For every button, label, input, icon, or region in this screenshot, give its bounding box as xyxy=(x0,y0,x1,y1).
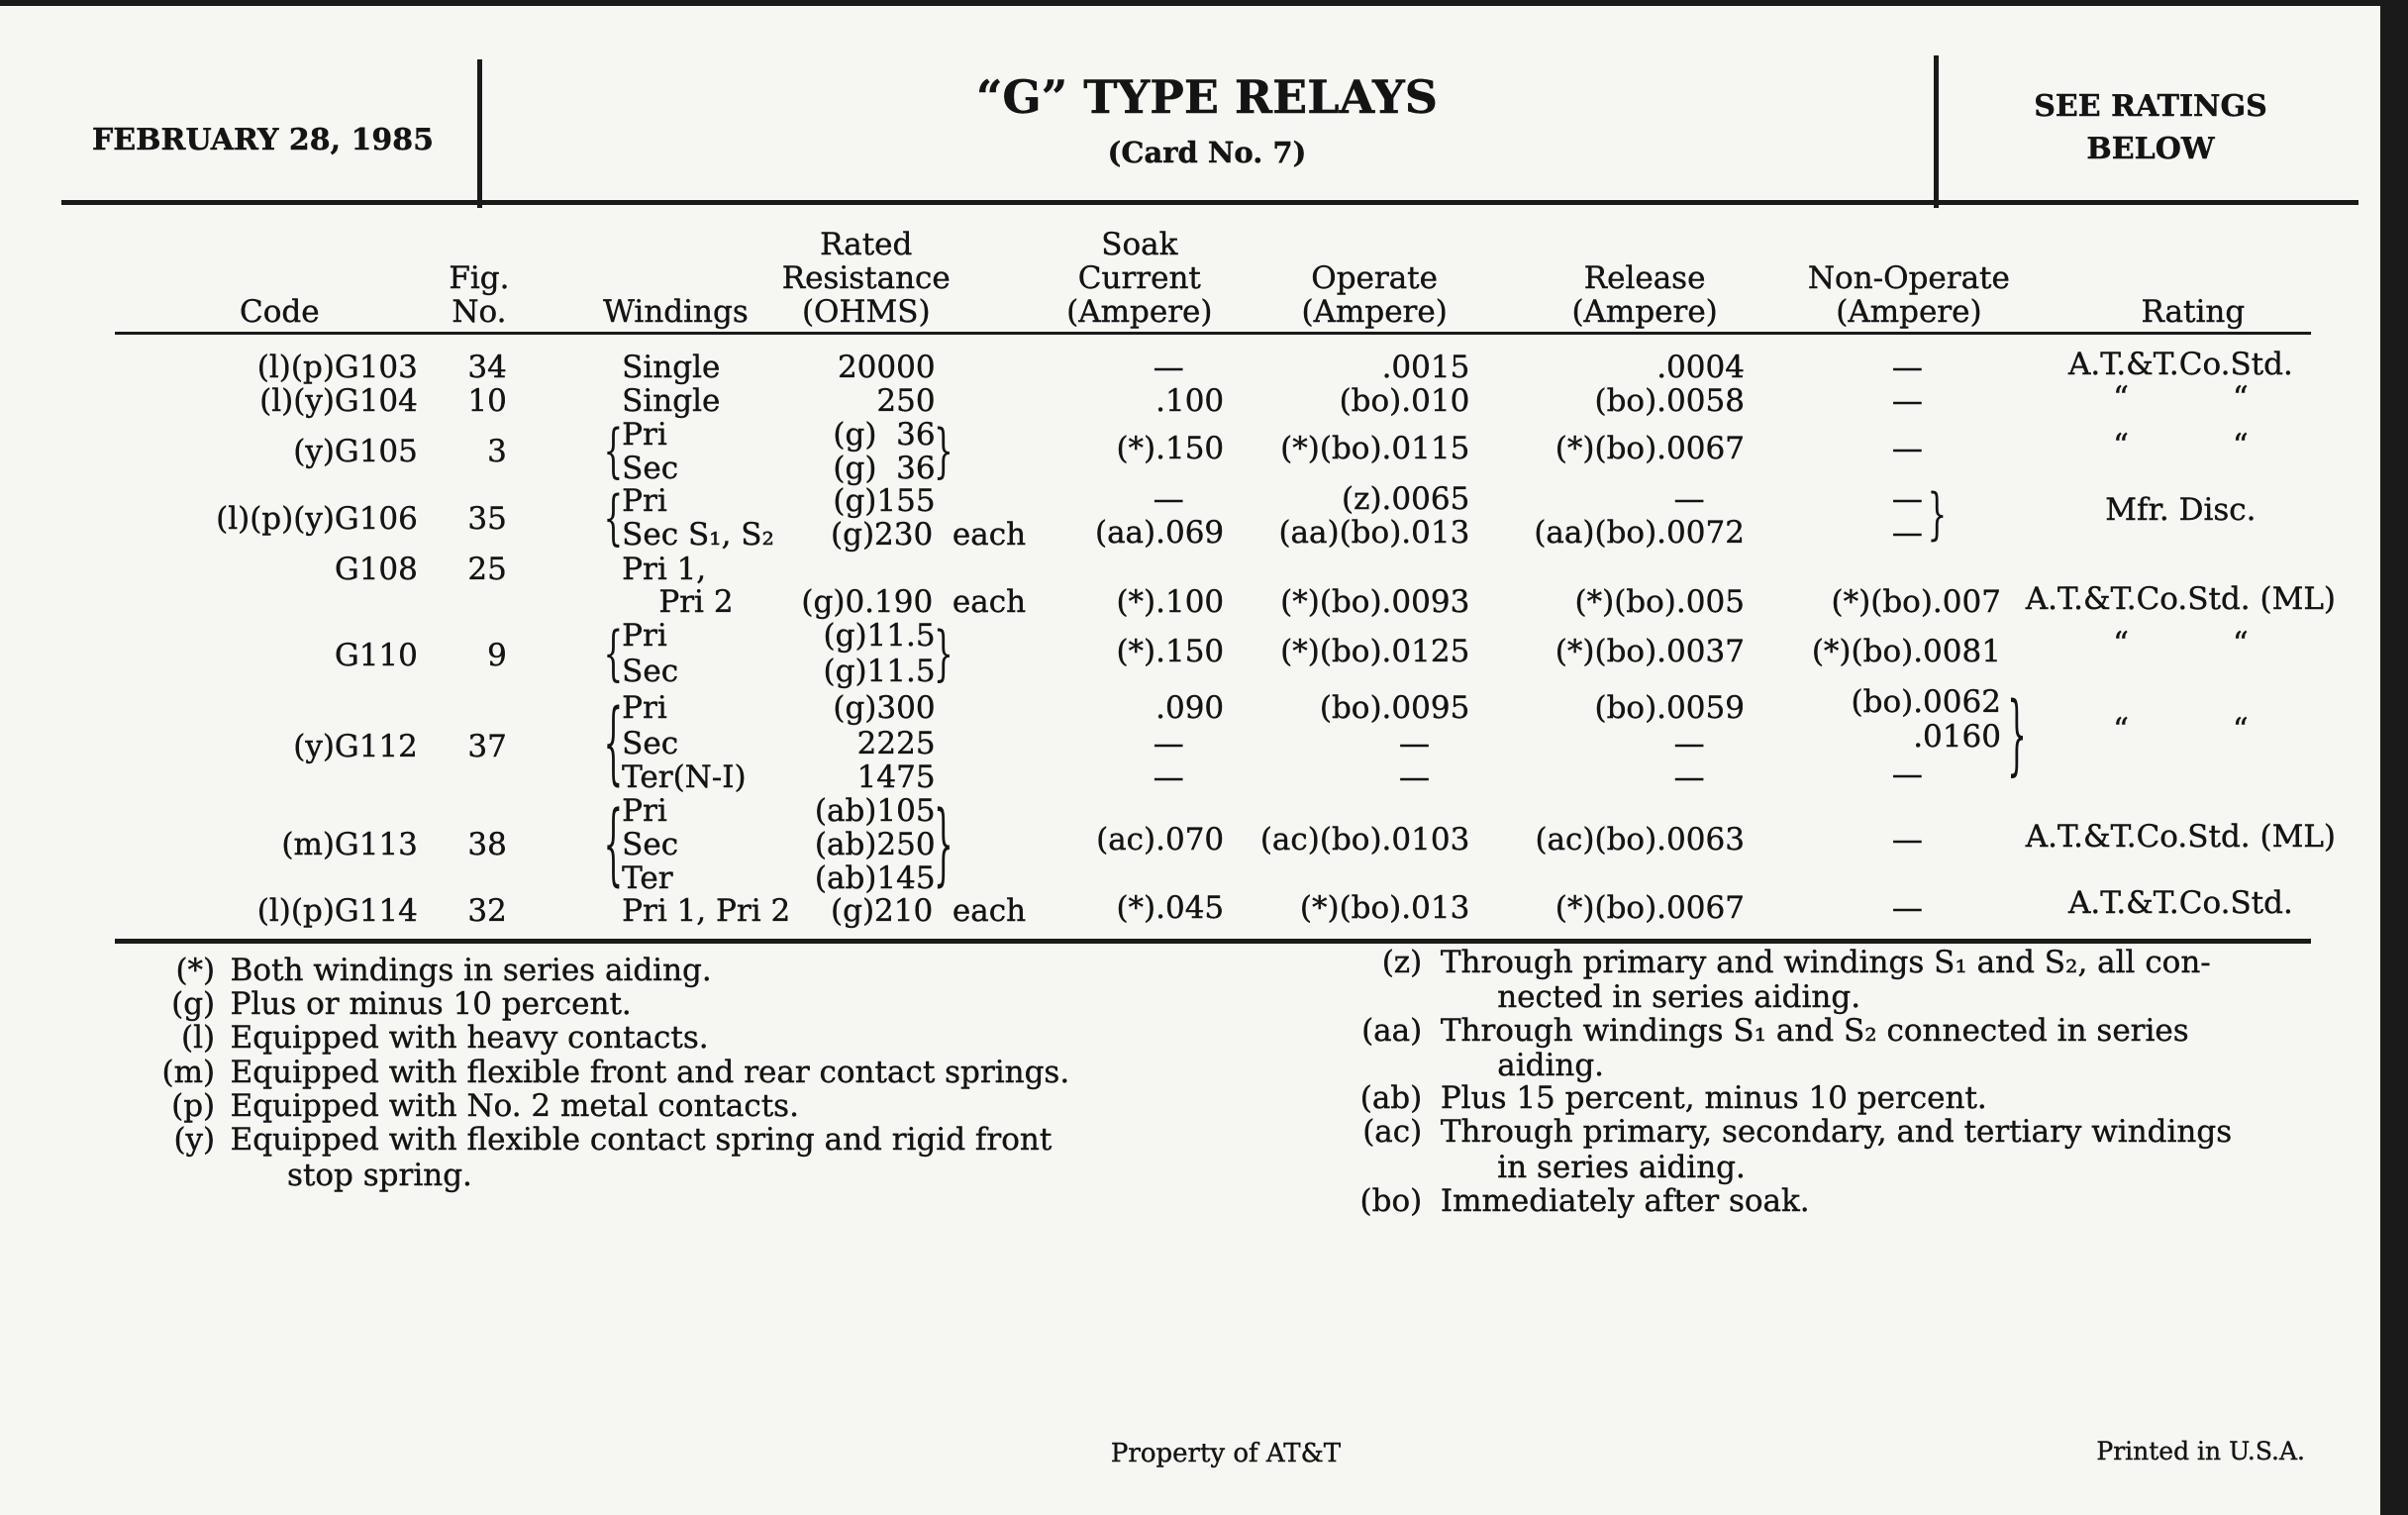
header-rule xyxy=(61,200,2358,205)
winding: Sec xyxy=(622,725,679,761)
operate-value: (*)(bo).0093 xyxy=(1280,583,1470,620)
left-brace-icon xyxy=(604,625,624,684)
operate-value: (bo).010 xyxy=(1339,382,1470,419)
winding: Sec S₁, S₂ xyxy=(622,516,774,553)
relay-code: (m)G113 xyxy=(281,827,418,863)
soak-value: — xyxy=(1153,481,1184,518)
release-value: .0004 xyxy=(1656,349,1745,385)
relay-code: (y)G105 xyxy=(293,433,418,469)
rated-resistance: (g)0.190 each xyxy=(801,583,1027,620)
footnote-mark: (ac) xyxy=(1362,1114,1423,1151)
operate-value: (bo).0095 xyxy=(1319,690,1470,726)
winding: Ter xyxy=(622,860,673,897)
operate-value: .0015 xyxy=(1381,349,1470,385)
relay-code: (l)(p)G103 xyxy=(256,349,418,385)
column-header-operate: Operate (Ampere) xyxy=(1301,260,1448,331)
rated-resistance: (ab)250 xyxy=(814,827,936,863)
left-brace-icon xyxy=(604,700,624,790)
winding: Ter(N-I) xyxy=(622,758,747,795)
card-date: FEBRUARY 28, 1985 xyxy=(92,123,434,157)
footnote-mark: (aa) xyxy=(1361,1012,1423,1049)
footnote-text: nected in series aiding. xyxy=(1497,978,1861,1015)
release-value: (bo).0058 xyxy=(1594,382,1745,419)
release-value: (aa)(bo).0072 xyxy=(1534,515,1745,552)
non-operate-value: — xyxy=(1891,382,1923,419)
footnote-text: Plus 15 percent, minus 10 percent. xyxy=(1440,1079,1987,1116)
fig-number: 37 xyxy=(467,728,507,764)
fig-number: 25 xyxy=(467,552,507,588)
header-divider xyxy=(1934,55,1939,208)
fig-number: 3 xyxy=(487,433,507,469)
non-operate-value: — xyxy=(1891,889,1923,926)
release-value: (ac)(bo).0063 xyxy=(1535,822,1745,858)
non-operate-value: (*)(bo).0081 xyxy=(1811,633,2001,669)
table-bottom-rule xyxy=(115,939,2311,944)
operate-value: (ac)(bo).0103 xyxy=(1259,822,1470,858)
footnote-mark: (y) xyxy=(173,1121,216,1158)
page-title: “G” TYPE RELAYS xyxy=(975,70,1439,124)
relay-code: (l)(p)G114 xyxy=(256,892,418,929)
soak-value: .090 xyxy=(1155,690,1225,726)
column-header-windings: Windings xyxy=(603,294,749,331)
footnote-mark: (z) xyxy=(1381,945,1423,981)
left-brace-icon xyxy=(604,490,624,550)
column-header-rating: Rating xyxy=(2141,294,2246,331)
footnote-text: in series aiding. xyxy=(1497,1149,1746,1185)
release-value: (*)(bo).0067 xyxy=(1555,889,1745,926)
non-operate-value: — xyxy=(1891,349,1923,385)
release-value: (*)(bo).0037 xyxy=(1555,633,1745,669)
soak-value: (*).100 xyxy=(1116,583,1225,620)
winding: Pri 1, xyxy=(622,552,707,588)
rated-resistance: (g)300 xyxy=(833,690,936,726)
footnote-text: Through windings S₁ and S₂ connected in series xyxy=(1440,1012,2189,1049)
winding: Pri xyxy=(622,416,667,453)
right-brace-icon xyxy=(934,803,953,892)
winding: Pri xyxy=(622,618,667,655)
rated-resistance: (g) 36 xyxy=(833,416,936,453)
winding: Single xyxy=(622,349,721,385)
rated-resistance: (g)155 xyxy=(833,482,936,519)
fig-number: 34 xyxy=(467,349,507,385)
operate-value: (*)(bo).013 xyxy=(1299,889,1470,926)
column-header-soak-current: Soak Current (Ampere) xyxy=(1066,227,1213,331)
footnote-mark: (bo) xyxy=(1359,1182,1423,1219)
fig-number: 35 xyxy=(467,501,507,538)
winding: Pri 2 xyxy=(658,583,734,620)
right-brace-icon xyxy=(934,625,953,684)
footnote-text: Equipped with heavy contacts. xyxy=(230,1020,709,1057)
column-header-release: Release (Ampere) xyxy=(1571,260,1718,331)
rating: “ “ xyxy=(2113,379,2249,416)
footnote-text: Equipped with No. 2 metal contacts. xyxy=(230,1087,799,1124)
rated-resistance: (ab)105 xyxy=(814,792,936,829)
rated-resistance: 250 xyxy=(876,382,936,419)
footnote-mark: (l) xyxy=(181,1020,216,1057)
operate-value: (*)(bo).0125 xyxy=(1280,633,1470,669)
footnote-text: stop spring. xyxy=(287,1157,472,1193)
rating: A.T.&T.Co.Std. xyxy=(2067,346,2293,382)
winding: Pri 1, Pri 2 xyxy=(622,892,791,929)
right-brace-icon xyxy=(934,424,953,482)
right-brace-icon xyxy=(1928,488,1948,544)
non-operate-value: (bo).0062 xyxy=(1851,683,2001,720)
footnote-text: Plus or minus 10 percent. xyxy=(230,986,632,1023)
relay-code: G108 xyxy=(334,552,418,588)
non-operate-value: (*)(bo).007 xyxy=(1831,583,2001,620)
footnote-mark: (m) xyxy=(161,1054,216,1090)
operate-value: (*)(bo).0115 xyxy=(1280,430,1470,466)
winding: Single xyxy=(622,382,721,419)
column-header-code: Code xyxy=(239,294,320,331)
column-header-non-operate: Non-Operate (Ampere) xyxy=(1807,260,2010,331)
footnote-text: Equipped with flexible contact spring and rigid front xyxy=(230,1121,1053,1158)
winding: Sec xyxy=(622,827,679,863)
non-operate-value: — xyxy=(1891,756,1923,792)
printed-in-notice: Printed in U.S.A. xyxy=(2096,1437,2305,1465)
column-header-rule xyxy=(115,332,2311,335)
column-header-rated-resistance: Rated Resistance (OHMS) xyxy=(781,227,951,331)
non-operate-value: — xyxy=(1891,515,1923,552)
footnote-mark: (*) xyxy=(175,953,216,989)
release-value: — xyxy=(1673,725,1705,761)
soak-value: — xyxy=(1153,349,1184,385)
rated-resistance: (g)230 each xyxy=(831,516,1027,553)
footnote-text: Both windings in series aiding. xyxy=(230,953,712,989)
rated-resistance: 1475 xyxy=(856,758,936,795)
footnote-mark: (ab) xyxy=(1359,1079,1423,1116)
fig-number: 10 xyxy=(467,382,507,419)
non-operate-value: — xyxy=(1891,822,1923,858)
header-divider xyxy=(477,59,482,208)
relay-code: G110 xyxy=(334,638,418,674)
footnote-mark: (g) xyxy=(171,986,216,1023)
rating: “ “ xyxy=(2113,625,2249,661)
operate-value: — xyxy=(1398,725,1430,761)
release-value: (*)(bo).0067 xyxy=(1555,430,1745,466)
release-value: (bo).0059 xyxy=(1594,690,1745,726)
fig-number: 9 xyxy=(487,638,507,674)
operate-value: (aa)(bo).013 xyxy=(1278,515,1470,552)
see-ratings-note: SEE RATINGS xyxy=(2034,89,2267,124)
soak-value: (*).045 xyxy=(1116,889,1225,926)
fig-number: 38 xyxy=(467,827,507,863)
winding: Pri xyxy=(622,690,667,726)
rating: “ “ xyxy=(2113,711,2249,748)
rated-resistance: (g)11.5 xyxy=(823,618,936,655)
soak-value: .100 xyxy=(1155,382,1225,419)
rating: Mfr. Disc. xyxy=(2105,491,2257,528)
see-ratings-note-below: BELOW xyxy=(2086,132,2215,166)
rating: A.T.&T.Co.Std. (ML) xyxy=(2025,819,2337,856)
right-brace-icon xyxy=(2007,693,2027,780)
rating: A.T.&T.Co.Std. (ML) xyxy=(2025,580,2337,617)
rated-resistance: (g) 36 xyxy=(833,451,936,487)
relay-code: (y)G112 xyxy=(293,728,418,764)
left-brace-icon xyxy=(604,803,624,892)
footnote-text: Equipped with flexible front and rear contact springs. xyxy=(230,1054,1070,1090)
footnote-text: Through primary, secondary, and tertiary windings xyxy=(1440,1114,2233,1151)
winding: Sec xyxy=(622,451,679,487)
non-operate-value: — xyxy=(1891,481,1923,518)
release-value: (*)(bo).005 xyxy=(1574,583,1745,620)
non-operate-value: — xyxy=(1891,430,1923,466)
soak-value: (ac).070 xyxy=(1096,822,1225,858)
column-header-fig-no: Fig. No. xyxy=(449,260,510,331)
winding: Sec xyxy=(622,653,679,689)
rated-resistance: (g)11.5 xyxy=(823,653,936,689)
non-operate-value: .0160 xyxy=(1913,719,2001,756)
rated-resistance: (g)210 each xyxy=(831,892,1027,929)
footnote-text: Through primary and windings S₁ and S₂, all con- xyxy=(1440,945,2211,981)
footnote-text: Immediately after soak. xyxy=(1440,1182,1810,1219)
footnote-text: aiding. xyxy=(1497,1048,1605,1084)
footnote-mark: (p) xyxy=(171,1087,216,1124)
rated-resistance: 20000 xyxy=(837,349,936,385)
property-notice: Property of AT&T xyxy=(1110,1439,1342,1468)
soak-value: — xyxy=(1153,758,1184,795)
rated-resistance: 2225 xyxy=(856,725,936,761)
soak-value: (*).150 xyxy=(1116,633,1225,669)
rating: “ “ xyxy=(2113,427,2249,463)
operate-value: — xyxy=(1398,758,1430,795)
relay-code: (l)(p)(y)G106 xyxy=(216,501,418,538)
soak-value: (*).150 xyxy=(1116,430,1225,466)
release-value: — xyxy=(1673,758,1705,795)
winding: Pri xyxy=(622,482,667,519)
soak-value: — xyxy=(1153,725,1184,761)
card-number: (Card No. 7) xyxy=(1107,136,1307,169)
relay-code: (l)(y)G104 xyxy=(259,382,418,419)
operate-value: (z).0065 xyxy=(1342,481,1470,518)
soak-value: (aa).069 xyxy=(1094,515,1225,552)
release-value: — xyxy=(1673,481,1705,518)
rated-resistance: (ab)145 xyxy=(814,860,936,897)
left-brace-icon xyxy=(604,424,624,482)
winding: Pri xyxy=(622,792,667,829)
relay-data-card xyxy=(0,6,2380,1515)
fig-number: 32 xyxy=(467,892,507,929)
rating: A.T.&T.Co.Std. xyxy=(2067,884,2293,921)
